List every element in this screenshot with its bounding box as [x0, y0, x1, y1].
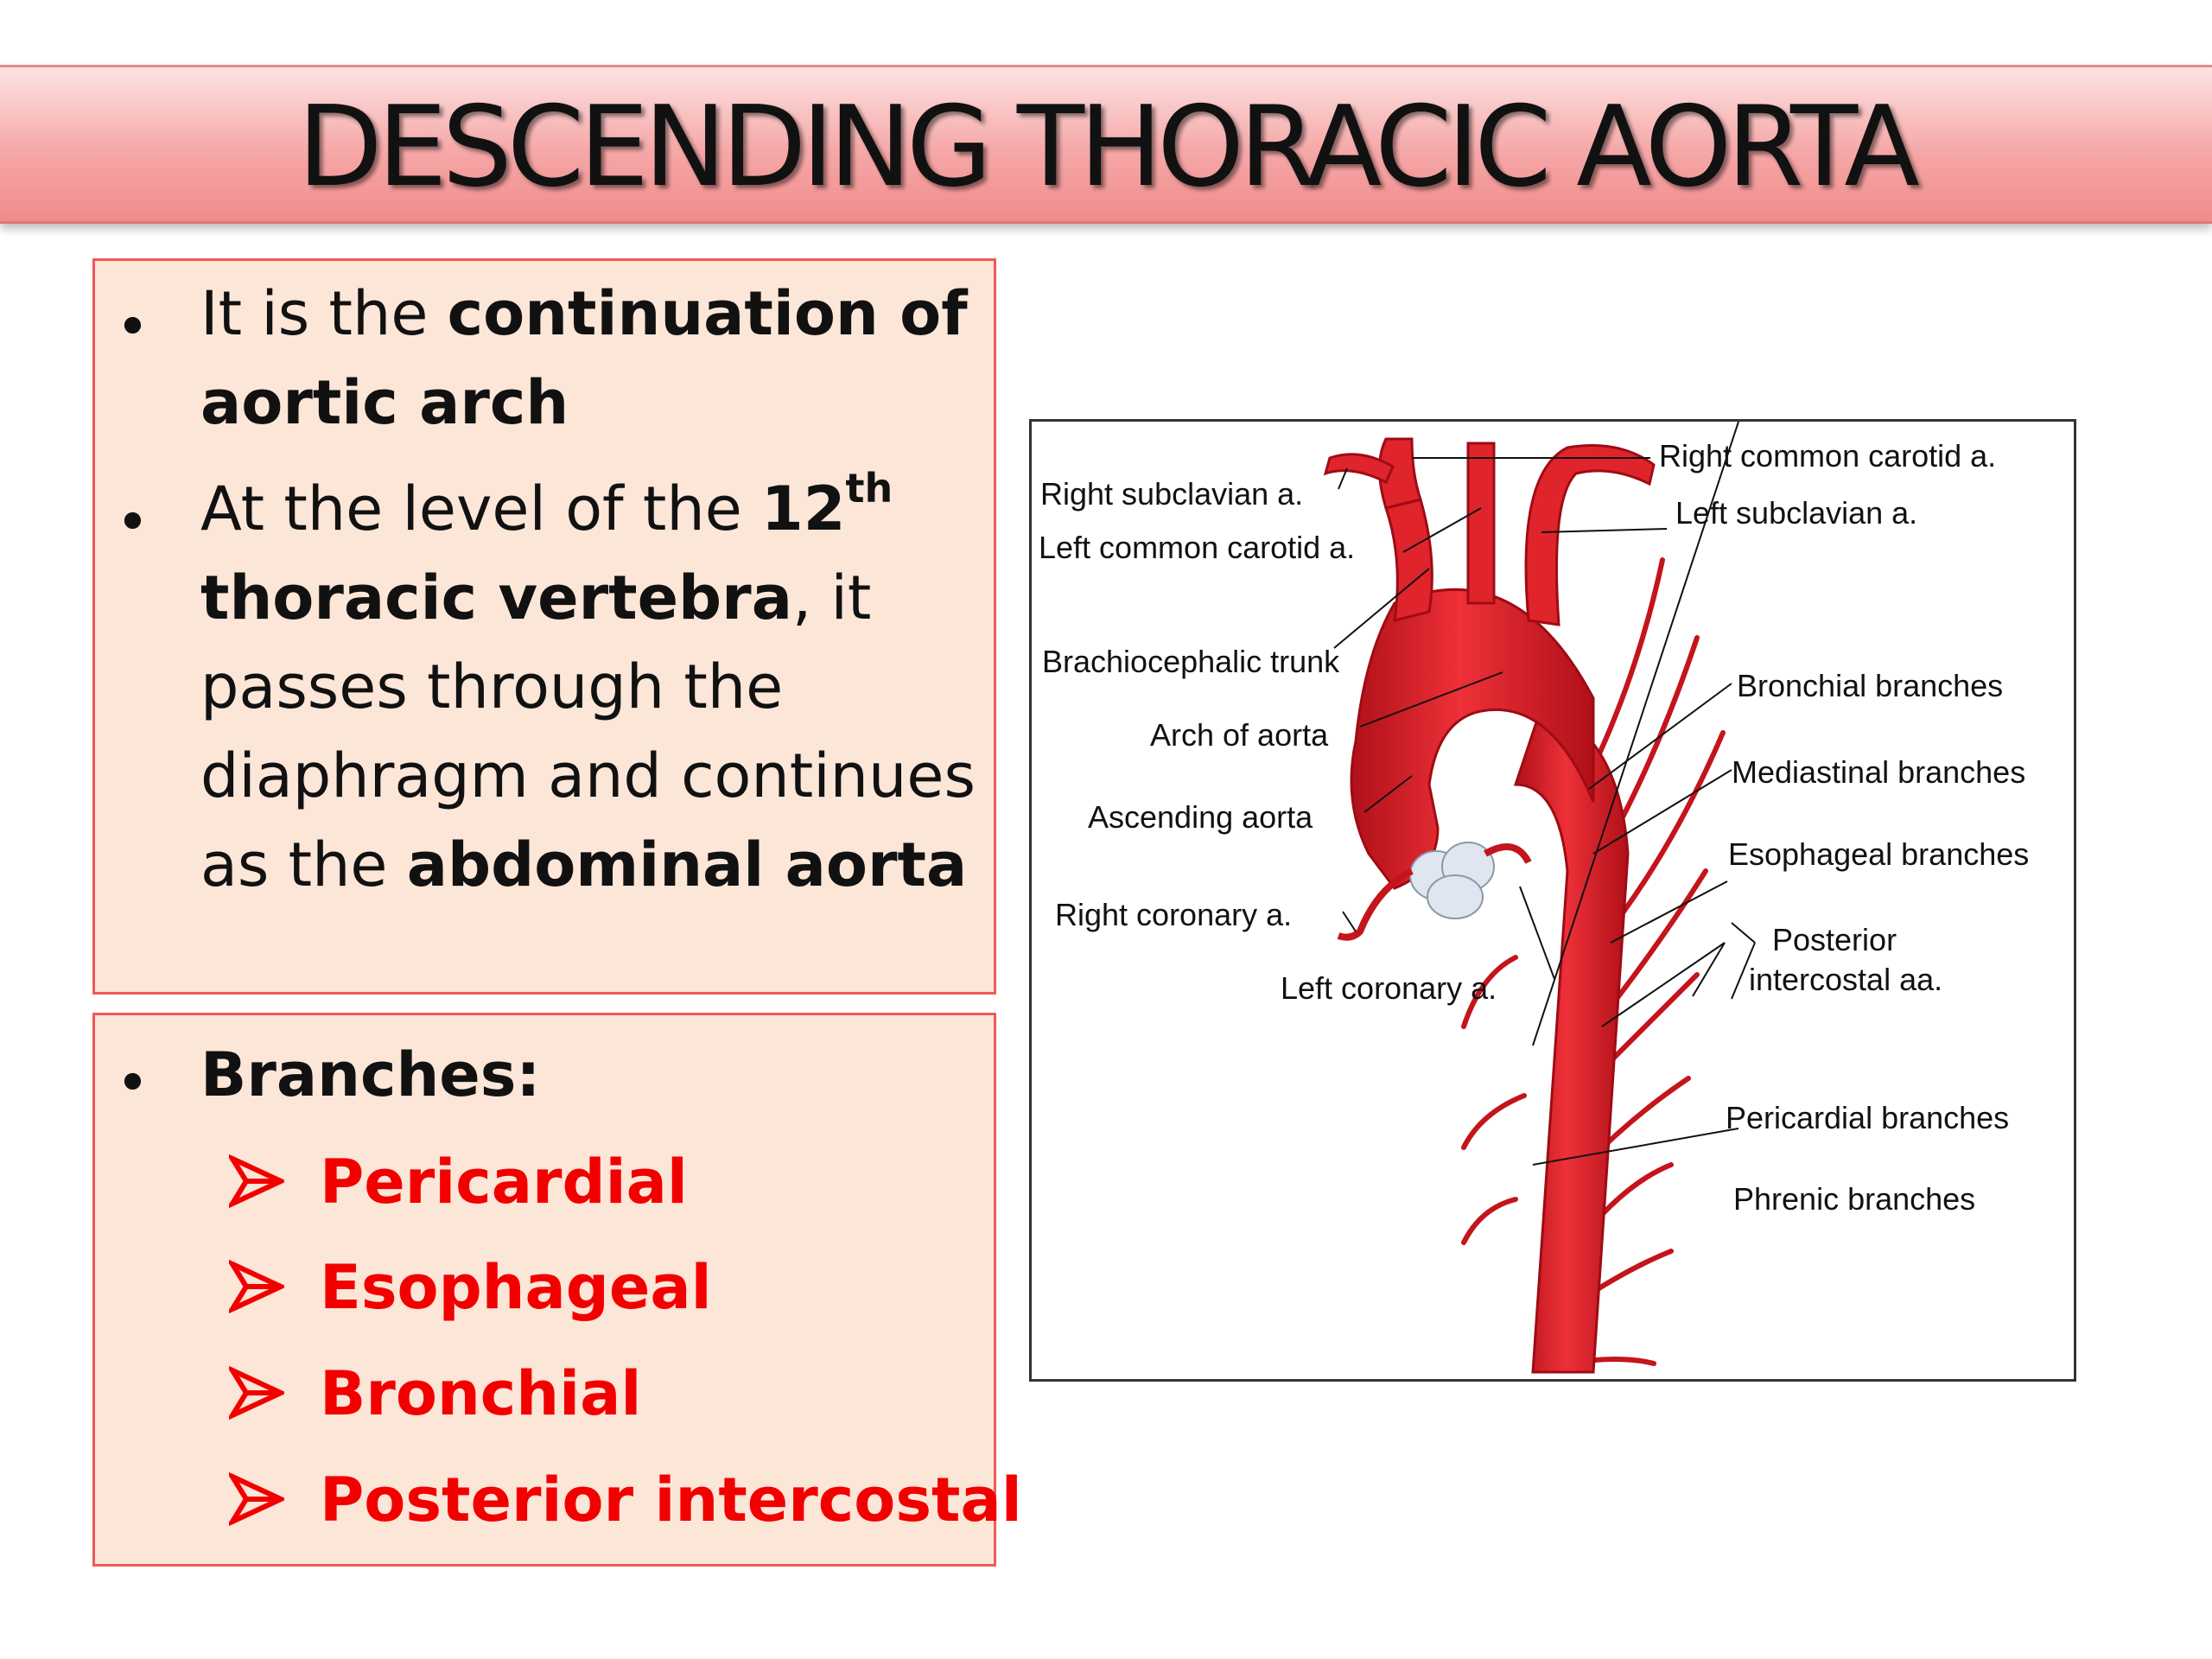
- branches-heading: Branches:: [200, 1039, 541, 1110]
- bullet2-bold: thoracic vertebra: [200, 563, 792, 633]
- label-ascending-aorta: Ascending aorta: [1088, 799, 1313, 835]
- label-posterior-intercostal-line2: intercostal aa.: [1749, 962, 1943, 997]
- bullet-continuation: [200, 270, 987, 448]
- label-left-common-carotid: Left common carotid a.: [1039, 530, 1356, 565]
- branch-bronchial: Bronchial: [320, 1358, 642, 1429]
- bullet2-text: At the level of the: [200, 474, 762, 544]
- label-arch-of-aorta: Arch of aorta: [1150, 717, 1329, 753]
- arrowhead-bullet-icon: [229, 1259, 284, 1314]
- right-coronary-vessel: [1338, 871, 1412, 938]
- left-subclavian-vessel: [1526, 446, 1654, 626]
- branch-item: [229, 1346, 989, 1441]
- brachiocephalic-trunk-vessel: [1386, 499, 1432, 620]
- label-left-subclavian: Left subclavian a.: [1675, 495, 1918, 531]
- aorta-illustration: [1032, 422, 2074, 1379]
- branch-item: [229, 1452, 1022, 1548]
- label-mediastinal-branches: Mediastinal branches: [1732, 754, 2026, 790]
- bullet-dot: •: [116, 489, 149, 556]
- arrowhead-bullet-icon: [229, 1365, 284, 1421]
- bullet2-number: 12: [761, 474, 846, 544]
- label-bronchial-branches: Bronchial branches: [1737, 668, 2004, 703]
- label-right-common-carotid: Right common carotid a.: [1659, 438, 1997, 474]
- title-banner: [0, 65, 2212, 224]
- arrowhead-bullet-icon: [229, 1471, 284, 1527]
- intro-box: [92, 258, 996, 995]
- bullet2-text-continued: , it passes through the diaphragm and continues as the: [200, 563, 976, 900]
- label-phrenic-branches: Phrenic branches: [1733, 1181, 1976, 1217]
- label-posterior-intercostal-line1: Posterior: [1772, 922, 1897, 957]
- branch-pericardial: Pericardial: [320, 1147, 688, 1217]
- aorta-diagram: [1029, 419, 2076, 1382]
- branch-esophageal: Esophageal: [320, 1252, 712, 1323]
- branch-item: [229, 1240, 989, 1335]
- label-esophageal-branches: Esophageal branches: [1728, 836, 2030, 872]
- bullet-level: [200, 465, 987, 910]
- bullet-dot: •: [116, 294, 149, 360]
- label-brachiocephalic-trunk: Brachiocephalic trunk: [1042, 644, 1340, 679]
- branch-item: [229, 1135, 989, 1230]
- label-right-coronary: Right coronary a.: [1055, 897, 1293, 932]
- slide-title: DESCENDING THORACIC AORTA: [297, 83, 1915, 212]
- aortic-valve: [1410, 842, 1494, 918]
- bullet2-superscript: th: [845, 465, 893, 512]
- bullet1-text: It is the: [200, 278, 448, 349]
- bullet1-bold: continuation of aortic arch: [200, 278, 968, 438]
- left-common-carotid-vessel: [1468, 443, 1494, 603]
- label-left-coronary: Left coronary a.: [1281, 970, 1497, 1006]
- bullet-dot: •: [116, 1050, 149, 1116]
- branch-posterior-intercostal: Posterior intercostal: [320, 1465, 1022, 1535]
- bullet2-bold-end: abdominal aorta: [406, 830, 968, 900]
- branches-box: [92, 1013, 1022, 1567]
- label-pericardial-branches: Pericardial branches: [1726, 1100, 2010, 1135]
- arrowhead-bullet-icon: [229, 1154, 284, 1209]
- label-right-subclavian: Right subclavian a.: [1040, 476, 1304, 512]
